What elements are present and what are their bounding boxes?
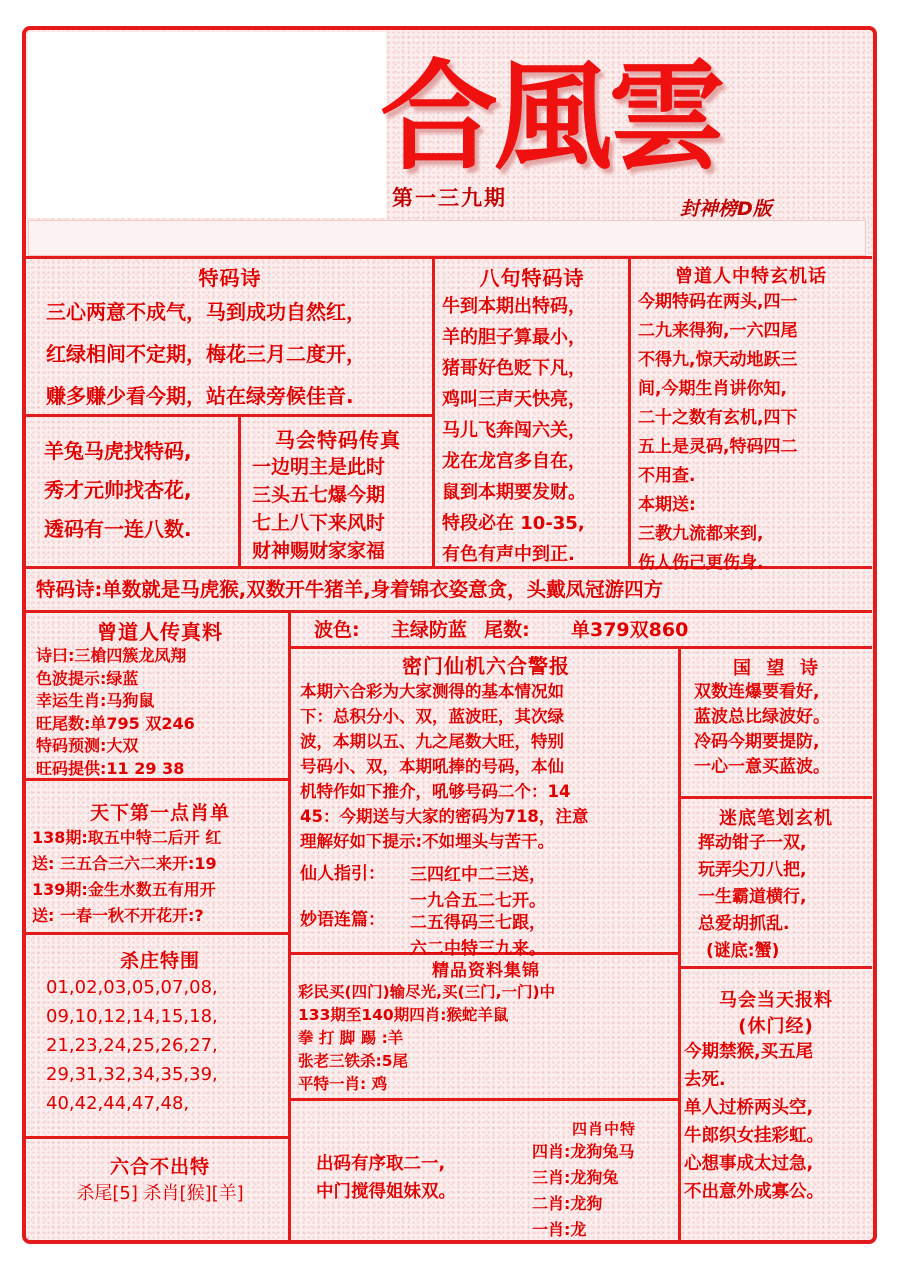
text-line: 理解好如下提示:不如埋头与苦干。 bbox=[300, 832, 555, 851]
text-line: 一肖:龙 bbox=[532, 1220, 587, 1239]
text-line: 中门搅得姐妹双。 bbox=[316, 1182, 456, 1202]
text-line: 张老三铁杀:5尾 bbox=[298, 1052, 408, 1070]
text-line: 送: 一春一秋不开花开:? bbox=[32, 906, 204, 925]
text-line: 彩民买(四门)输尽光,买(三门,一门)中 bbox=[298, 983, 556, 1001]
divider bbox=[678, 648, 681, 1242]
tianxia-section bbox=[32, 798, 288, 929]
text-line: 三教九流都来到, bbox=[638, 524, 764, 544]
riddle-section bbox=[682, 804, 870, 965]
zeng-taoist-section bbox=[632, 262, 870, 578]
text-line: 45：今期送与大家的密码为718，注意 bbox=[300, 807, 589, 826]
poem-special-section bbox=[30, 262, 430, 417]
text-line: 拳 打 脚 踢 :羊 bbox=[298, 1029, 404, 1047]
section-title: 曾道人中特玄机话 bbox=[675, 266, 827, 287]
order-section bbox=[316, 1150, 526, 1206]
text-line: 一心一意买蓝波。 bbox=[694, 757, 830, 777]
text-line: 五上是灵码,特码四二 bbox=[638, 437, 798, 457]
masthead-title: 合風雲 bbox=[380, 47, 723, 186]
divider bbox=[26, 1136, 290, 1139]
divider bbox=[26, 610, 872, 613]
poem-line: 鸡叫三声天快亮， bbox=[442, 389, 586, 410]
text-line: 杀尾[5] 杀肖[猴][羊] bbox=[76, 1183, 244, 1204]
text-line: 三肖:龙狗兔 bbox=[532, 1168, 619, 1187]
text-line: 财神赐财家家福 bbox=[252, 540, 386, 562]
text-line: 蓝波总比绿波好。 bbox=[694, 707, 830, 727]
four-zodiac-section bbox=[532, 1118, 678, 1243]
text-line: 七上八下来风时 bbox=[252, 512, 386, 534]
no-special-section bbox=[32, 1152, 288, 1209]
text-line: 四肖:龙狗兔马 bbox=[532, 1142, 635, 1161]
text-line: 去死. bbox=[684, 1070, 726, 1090]
poem-line: 红绿相间不定期，梅花三月二度开， bbox=[46, 342, 366, 366]
text-line: 一边明主是此时 bbox=[252, 456, 386, 478]
text-line: 单人过桥两头空, bbox=[684, 1098, 814, 1118]
section-subtitle: (休门经) bbox=[738, 1016, 814, 1037]
section-title: 马会特码传真 bbox=[275, 428, 401, 452]
guide-line: 一九合五二七开。 bbox=[410, 891, 546, 911]
number-line: 40,42,44,47,48, bbox=[46, 1093, 190, 1114]
text-line: 138期:取五中特二后开 红 bbox=[32, 828, 222, 847]
poem-line: 猪哥好色贬下凡， bbox=[442, 358, 586, 379]
poem-line: 赚多赚少看今期，站在绿旁候佳音. bbox=[46, 384, 354, 408]
divider bbox=[288, 646, 872, 649]
edition-label: 封神榜D版 bbox=[680, 198, 772, 220]
eight-lines-section bbox=[436, 262, 628, 570]
text-line: 不出意外成寡公。 bbox=[684, 1182, 824, 1202]
text-line: 出码有序取二一, bbox=[316, 1154, 446, 1174]
poem-line: 三心两意不成气，马到成功自然红， bbox=[46, 300, 366, 324]
tail-value: 单379双860 bbox=[570, 619, 689, 641]
divider bbox=[680, 966, 872, 969]
text-line: 旺尾数:单795 双246 bbox=[36, 713, 195, 733]
text-line: 波，本期以五、九之尾数大旺，特别 bbox=[300, 732, 564, 751]
goat-rabbit-section bbox=[44, 432, 238, 549]
mahui-today-section bbox=[682, 986, 870, 1206]
text-line: 特码预测:大双 bbox=[36, 736, 139, 755]
divider bbox=[26, 256, 872, 259]
text-line: 平特一肖: 鸡 bbox=[298, 1075, 388, 1093]
number-line: 21,23,24,25,26,27, bbox=[46, 1035, 218, 1056]
secret-gate-section bbox=[294, 650, 678, 958]
guowang-section bbox=[682, 654, 870, 780]
band-poem: 特码诗:单数就是马虎猴,双数开牛猪羊,身着锦衣姿意贪，头戴凤冠游四方 bbox=[36, 578, 664, 601]
poem-line: 马儿飞奔闯六关， bbox=[442, 420, 586, 441]
divider bbox=[238, 414, 241, 566]
divider bbox=[288, 612, 291, 1242]
divider bbox=[26, 932, 290, 935]
text-line: 三头五七爆今期 bbox=[252, 484, 386, 506]
section-title: 特码诗 bbox=[198, 266, 262, 290]
section-title: 曾道人传真料 bbox=[97, 620, 223, 644]
text-line: 一生霸道横行, bbox=[698, 887, 807, 907]
text-line: 二十之数有玄机,四下 bbox=[638, 408, 798, 428]
issue-number: 第一三九期 bbox=[392, 186, 507, 210]
text-line: 秀才元帅找杏花, bbox=[44, 478, 192, 502]
wave-value: 主绿防蓝 bbox=[390, 619, 467, 641]
wave-label: 波色: bbox=[314, 619, 360, 641]
section-title: 八句特码诗 bbox=[479, 266, 585, 290]
text-line: 今期禁猴,买五尾 bbox=[684, 1042, 814, 1062]
text-line: 二九来得狗,一六四尾 bbox=[638, 321, 798, 341]
poem-line: 特段必在 10-35, bbox=[442, 513, 585, 534]
text-line: 不得九,惊天动地跃三 bbox=[638, 350, 798, 370]
divider bbox=[290, 1098, 680, 1101]
text-line: 本期六合彩为大家测得的基本情况如 bbox=[300, 682, 564, 701]
text-line: 本期送: bbox=[638, 495, 696, 515]
text-line: 伤人伤己更伤身. bbox=[638, 553, 764, 573]
blank-band bbox=[28, 220, 866, 256]
blank-logo-area bbox=[28, 32, 386, 218]
text-line: 总爱胡抓乱. bbox=[698, 914, 790, 934]
text-line: 透码有一连八数. bbox=[44, 517, 192, 541]
section-title: 天下第一点肖单 bbox=[89, 802, 230, 824]
text-line: 挥动钳子一双, bbox=[698, 833, 807, 853]
section-title: 杀庄特围 bbox=[119, 950, 200, 972]
section-title: 国 望 诗 bbox=[732, 658, 820, 679]
section-title: 迷底笔划玄机 bbox=[719, 808, 833, 829]
text-line: 冷码今期要提防, bbox=[694, 732, 820, 752]
text-line: 号码小、双，本期吼捧的号码，本仙 bbox=[300, 757, 564, 776]
wonder-line: 六二中特三九来。 bbox=[410, 939, 546, 959]
text-line: 下：总积分小、双，蓝波旺，其次绿 bbox=[300, 707, 564, 726]
wonder-line: 二五得码三七跟， bbox=[410, 913, 546, 933]
text-line: 间,今期生肖讲你知, bbox=[638, 379, 787, 399]
tail-label: 尾数: bbox=[484, 619, 530, 641]
text-line: 牛郎织女挂彩虹。 bbox=[684, 1126, 824, 1146]
text-line: 二肖:龙狗 bbox=[532, 1194, 603, 1213]
wonder-label: 妙语连篇： bbox=[300, 910, 385, 930]
poem-line: 有色有声中到正. bbox=[442, 544, 575, 565]
guide-line: 三四红中二三送， bbox=[410, 865, 546, 885]
text-line: 心想事成太过急, bbox=[684, 1154, 814, 1174]
section-title: 四肖中特 bbox=[572, 1120, 637, 1138]
section-title: 密门仙机六合警报 bbox=[402, 654, 570, 678]
number-line: 29,31,32,34,35,39, bbox=[46, 1064, 218, 1085]
wave-row bbox=[314, 614, 870, 646]
text-line: 诗曰:三槍四簇龙凤翔 bbox=[36, 646, 187, 665]
poem-line: 羊的胆子算最小， bbox=[442, 327, 586, 348]
section-title: 马会当天报料 bbox=[719, 990, 833, 1011]
text-line: 双数连爆要看好, bbox=[694, 682, 820, 702]
kill-section bbox=[32, 946, 288, 1118]
text-line: 旺码提供:11 29 38 bbox=[36, 758, 185, 778]
number-line: 01,02,03,05,07,08, bbox=[46, 977, 218, 998]
poem-line: 龙在龙宫多自在， bbox=[442, 451, 586, 472]
section-title: 六合不出特 bbox=[109, 1156, 210, 1178]
section-title: 精品资料集锦 bbox=[432, 961, 540, 981]
divider bbox=[432, 258, 435, 566]
text-line: 今期特码在两头,四一 bbox=[638, 292, 798, 312]
poem-line: 牛到本期出特码， bbox=[442, 296, 586, 317]
text-line: 133期至140期四肖:猴蛇羊鼠 bbox=[298, 1006, 509, 1024]
collection-section bbox=[294, 956, 678, 1096]
text-line: 机特作如下推介，吼够号码二个：14 bbox=[300, 782, 571, 801]
riddle-answer: (谜底:蟹) bbox=[706, 941, 780, 961]
mahui-fax-section bbox=[244, 424, 432, 565]
text-line: 色波提示:绿蓝 bbox=[36, 668, 139, 688]
divider bbox=[680, 796, 872, 799]
zeng-fax-section bbox=[32, 616, 288, 780]
guide-label: 仙人指引： bbox=[300, 864, 385, 884]
number-line: 09,10,12,14,15,18, bbox=[46, 1006, 218, 1027]
text-line: 玩弄尖刀八把, bbox=[698, 860, 807, 880]
text-line: 不用查. bbox=[638, 466, 696, 486]
text-line: 幸运生肖:马狗鼠 bbox=[36, 691, 155, 710]
divider bbox=[628, 258, 631, 566]
poem-line: 鼠到本期要发财。 bbox=[442, 482, 586, 503]
text-line: 送: 三五合三六二来开:19 bbox=[32, 854, 217, 873]
text-line: 羊兔马虎找特码, bbox=[44, 439, 192, 463]
text-line: 139期:金生水数五有用开 bbox=[32, 880, 216, 899]
